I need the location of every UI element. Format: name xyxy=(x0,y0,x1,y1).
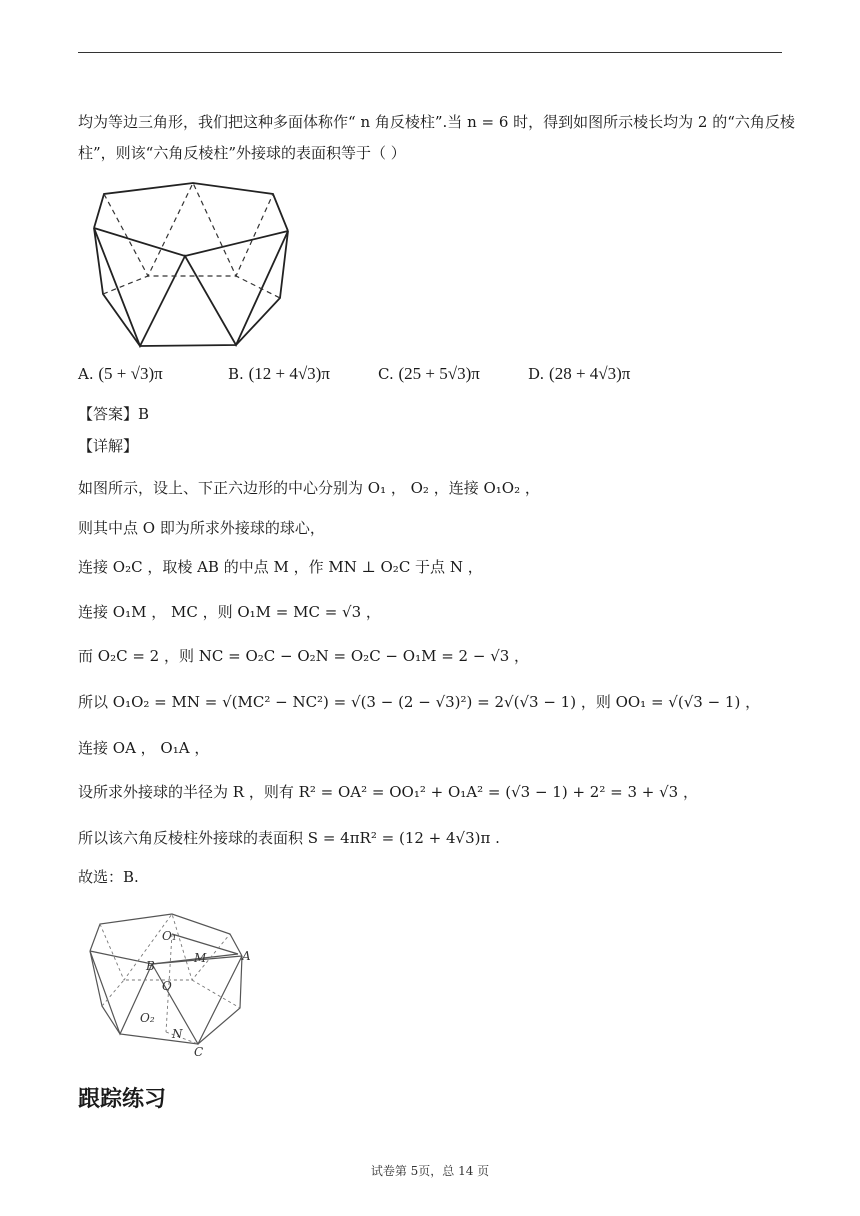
question-line-2: 柱”，则该“六角反棱柱”外接球的表面积等于（ ） xyxy=(78,144,406,162)
solution-line-1: 如图所示，设上、下正六边形的中心分别为 O₁ ， O₂ ，连接 O₁O₂ ， xyxy=(78,479,540,497)
solution-line-10: 故选：B. xyxy=(78,868,139,886)
solution-line-5: 而 O₂C = 2 ，则 NC = O₂C − O₂N = O₂C − O₁M = 2 − √3 ， xyxy=(78,647,530,665)
option-c[interactable]: C. (25 + 5√3)π xyxy=(378,364,480,383)
answer-label: 【答案】B xyxy=(78,405,150,423)
antiprism-figure xyxy=(90,176,300,348)
solution-line-4: 连接 O₁M ， MC ，则 O₁M = MC = √3 ， xyxy=(78,603,381,621)
option-b[interactable]: B. (12 + 4√3)π xyxy=(228,364,330,383)
solution-line-7: 连接 OA ， O₁A ， xyxy=(78,739,210,757)
section-title: 跟踪练习 xyxy=(78,1087,167,1112)
detail-title: 【详解】 xyxy=(78,437,139,455)
labeled-antiprism-figure xyxy=(80,906,260,1056)
page-footer: 试卷第 5页，总 14 页 xyxy=(370,1164,490,1178)
solution-line-2: 则其中点 O 即为所求外接球的球心， xyxy=(78,519,325,537)
label-n: N xyxy=(172,1027,183,1041)
solution-line-3: 连接 O₂C ，取棱 AB 的中点 M ，作 MN ⊥ O₂C 于点 N ， xyxy=(78,558,483,576)
label-o: O xyxy=(162,979,172,993)
solution-line-6: 所以 O₁O₂ = MN = √(MC² − NC²) = √(3 − (2 − √3)²) = 2√(√3 − 1) ，则 OO₁ = √(√3 − 1) ， xyxy=(78,693,761,711)
label-o2: O₂ xyxy=(140,1011,155,1025)
label-o1: O₁ xyxy=(162,929,177,943)
option-a[interactable]: A. (5 + √3)π xyxy=(78,364,163,383)
header-rule xyxy=(78,52,782,53)
label-b: B xyxy=(146,959,155,973)
question-line-1: 均为等边三角形，我们把这种多面体称作“ n 角反棱柱”.当 n = 6 时，得到如图所示棱长均为 2 的“六角反棱 xyxy=(78,113,795,131)
solution-line-9: 所以该六角反棱柱外接球的表面积 S = 4πR² = (12 + 4√3)π . xyxy=(78,829,500,847)
label-c: C xyxy=(194,1045,204,1056)
label-a: A xyxy=(242,949,251,963)
option-d[interactable]: D. (28 + 4√3)π xyxy=(528,364,631,383)
answer-options xyxy=(78,364,782,388)
solution-line-8: 设所求外接球的半径为 R ，则有 R² = OA² = OO₁² + O₁A² = (√3 − 1) + 2² = 3 + √3 ， xyxy=(78,783,698,801)
label-m: M xyxy=(194,951,207,965)
